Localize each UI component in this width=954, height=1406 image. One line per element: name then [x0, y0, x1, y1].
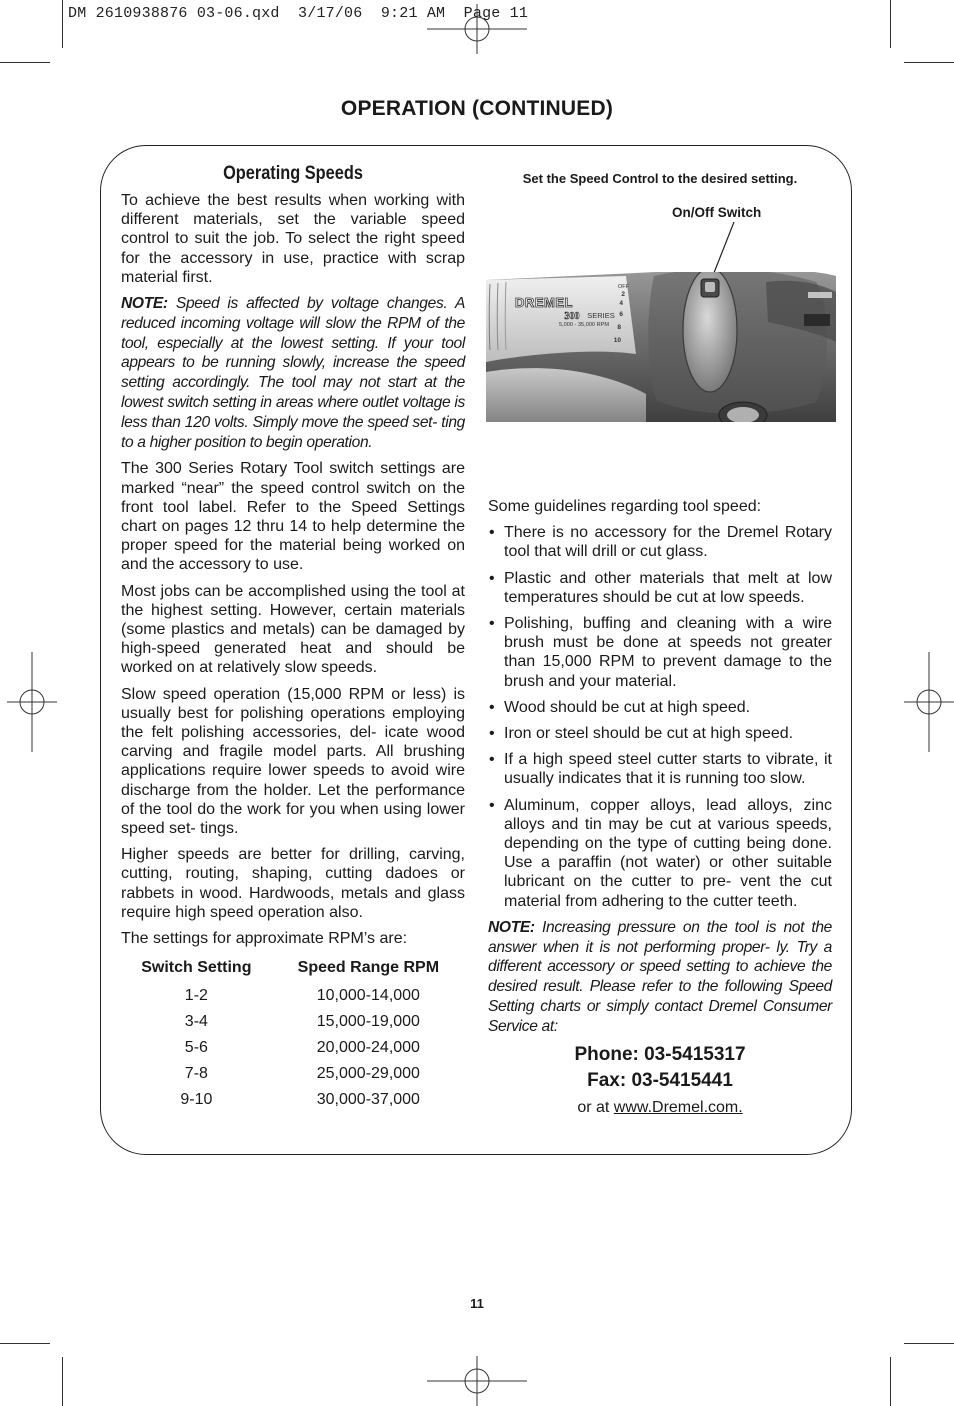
crop-mark-top-right-h — [904, 62, 954, 63]
dial-mark: 2 — [621, 291, 625, 298]
series-label: SERIES — [587, 311, 615, 320]
rpm-range-cell: 20,000-24,000 — [316, 1038, 420, 1056]
list-item — [488, 614, 832, 691]
crop-mark-bottom-left-h — [0, 1343, 50, 1344]
bullet-mark: • — [489, 751, 495, 769]
switch-settings-paragraph: The 300 Series Rotary Tool switch settings are marked “near” the speed control switch on the front tool label. Refer to the Speed Settings chart on pages 12 thru 14 to help determine the proper speed for the material being worked on and the accessory to use. — [121, 460, 465, 574]
switch-setting-cell: 5-6 — [184, 1038, 208, 1056]
page-title: OPERATION (CONTINUED) — [340, 97, 614, 120]
list-item — [488, 569, 832, 607]
list-item — [488, 698, 832, 717]
registration-mark-left — [7, 652, 57, 752]
switch-setting-cell: 1-2 — [184, 986, 208, 1004]
registration-mark-bottom — [427, 1356, 527, 1406]
website-line — [488, 1099, 832, 1117]
website-prefix: or at — [577, 1098, 614, 1116]
table-row — [121, 983, 465, 1009]
note-label: NOTE: — [488, 918, 535, 936]
figure-caption: Set the Speed Control to the desired setting. — [522, 171, 798, 186]
registration-mark-top — [427, 4, 527, 54]
switch-setting-cell: 9-10 — [180, 1090, 213, 1108]
dial-mark: OFF — [618, 284, 629, 290]
bullet-mark: • — [489, 569, 495, 587]
crop-mark-bottom-right-v — [890, 1357, 891, 1406]
dial-mark: 8 — [617, 324, 621, 331]
crop-mark-bottom-left-v — [62, 1357, 63, 1406]
list-item — [488, 523, 832, 561]
file-slug-line: DM 2610938876 03-06.qxd 3/17/06 9:21 AM Page 11 — [68, 5, 529, 22]
rpm-table — [121, 955, 465, 1113]
crop-mark-top-left-h — [0, 62, 50, 63]
list-item-text: Aluminum, copper alloys, lead alloys, zinc alloys and tin may be cut at various speeds, depending on the type of cutting being done. Use a paraffin (not water) or other suitable lubricant on the cutter to pre- vent the cut material from adhering to the cutter teeth. — [504, 796, 832, 910]
dial-mark: 10 — [613, 337, 621, 344]
table-row — [121, 1061, 465, 1087]
rpm-table-header: Switch Setting — [141, 959, 252, 977]
list-item — [488, 796, 832, 911]
bullet-mark: • — [489, 524, 495, 542]
table-row — [121, 1009, 465, 1035]
table-row — [121, 1087, 465, 1113]
list-item-text: Iron or steel should be cut at high speed. — [504, 725, 794, 743]
bullet-mark: • — [489, 615, 495, 633]
note-text: Increasing pressure on the tool is not the answer when it is not performing proper- ly. Try a different accessory or speed setting to achieve the desired result. Please refer to the following Speed Setting charts or simply contact Dremel Consumer Service at: — [488, 918, 832, 1035]
registration-mark-right — [904, 652, 954, 752]
dial-mark: 6 — [619, 311, 623, 318]
higher-speed-paragraph: Higher speeds are better for drilling, carving, cutting, routing, shaping, cutting dadoes or rabbets in wood. Hardwoods, metals and glass require high speed operation also. — [121, 846, 465, 921]
rpm-range-cell: 25,000-29,000 — [316, 1064, 420, 1082]
bullet-mark: • — [489, 725, 495, 743]
note-label: NOTE: — [121, 295, 168, 313]
guidelines-list — [488, 523, 832, 911]
intro-paragraph: To achieve the best results when working with different materials, set the variable speed control to suit the job. To select the right speed for the accessory in use, practice with scrap material first. — [121, 192, 465, 286]
rpm-range-cell: 30,000-37,000 — [316, 1090, 420, 1108]
rpm-range-cell: 15,000-19,000 — [316, 1012, 420, 1030]
bullet-mark: • — [489, 698, 495, 716]
phone-number: Phone: 03-5415317 — [574, 1043, 746, 1065]
switch-setting-cell: 3-4 — [184, 1012, 208, 1030]
left-column — [121, 163, 465, 1113]
rpm-range-cell: 10,000-14,000 — [316, 986, 420, 1004]
pressure-note — [488, 918, 832, 1037]
most-jobs-paragraph: Most jobs can be accomplished using the tool at the highest setting. However, certain materials (some plastics and metals) can be damaged by high-speed generated heat and should be worked on at relatively slow speeds. — [121, 582, 465, 677]
brand-label: DREMEL — [515, 295, 573, 310]
dial-mark: 4 — [619, 300, 623, 307]
series-number: 300 — [564, 311, 580, 322]
guidelines-intro: Some guidelines regarding tool speed: — [488, 498, 762, 515]
crop-mark-top-left-v — [62, 0, 63, 48]
list-item-text: Wood should be cut at high speed. — [504, 698, 751, 716]
fax-number: Fax: 03-5415441 — [587, 1069, 733, 1091]
page-number: 11 — [470, 1296, 484, 1311]
rpm-range-label: 5,000 - 35,000 RPM — [558, 322, 610, 328]
crop-mark-bottom-right-h — [904, 1343, 954, 1344]
slow-speed-paragraph: Slow speed operation (15,000 RPM or less) is usually best for polishing operations employing the felt polishing accessories, del- icate wood carving and fragile model parts. All brushing applications require lower speeds to avoid wire discharge from the holder. Let the performance of the tool do the work for you when using lower speed set- tings. — [121, 685, 465, 838]
list-item — [488, 750, 832, 788]
list-item-text: Polishing, buffing and cleaning with a wire brush must be done at speeds not greater than 15,000 RPM to prevent damage to the brush and your material. — [504, 615, 832, 690]
list-item-text: Plastic and other materials that melt at low temperatures should be cut at low speeds. — [504, 569, 832, 606]
rpm-table-header-row — [121, 955, 465, 983]
bullet-mark: • — [489, 796, 495, 814]
voltage-note — [121, 294, 465, 452]
on-off-switch-callout: On/Off Switch — [672, 205, 762, 220]
website-link[interactable]: www.Dremel.com. — [613, 1098, 743, 1116]
list-item-text: If a high speed steel cutter starts to vibrate, it usually indicates that it is running too slow. — [504, 751, 832, 788]
note-text: Speed is affected by voltage changes. A reduced incoming voltage will slow the RPM of the tool, especially at the lowest setting. If your tool appears to be running slowly, increase the speed setting accordingly. The tool may not start at the lowest switch setting in areas where outlet voltage is less than 120 volts. Simply move the speed set- ting to a higher position to begin operation. — [121, 295, 465, 451]
table-row — [121, 1035, 465, 1061]
list-item — [488, 724, 832, 743]
list-item-text: There is no accessory for the Dremel Rotary tool that will drill or cut glass. — [504, 524, 832, 561]
rpm-table-header: Speed Range RPM — [297, 959, 440, 977]
crop-mark-top-right-v — [890, 0, 891, 48]
switch-setting-cell: 7-8 — [184, 1064, 208, 1082]
section-heading: Operating Speeds — [223, 163, 363, 184]
settings-intro: The settings for approximate RPM’s are: — [121, 930, 408, 948]
right-column — [488, 497, 832, 1117]
rotary-tool-illustration — [486, 222, 836, 432]
